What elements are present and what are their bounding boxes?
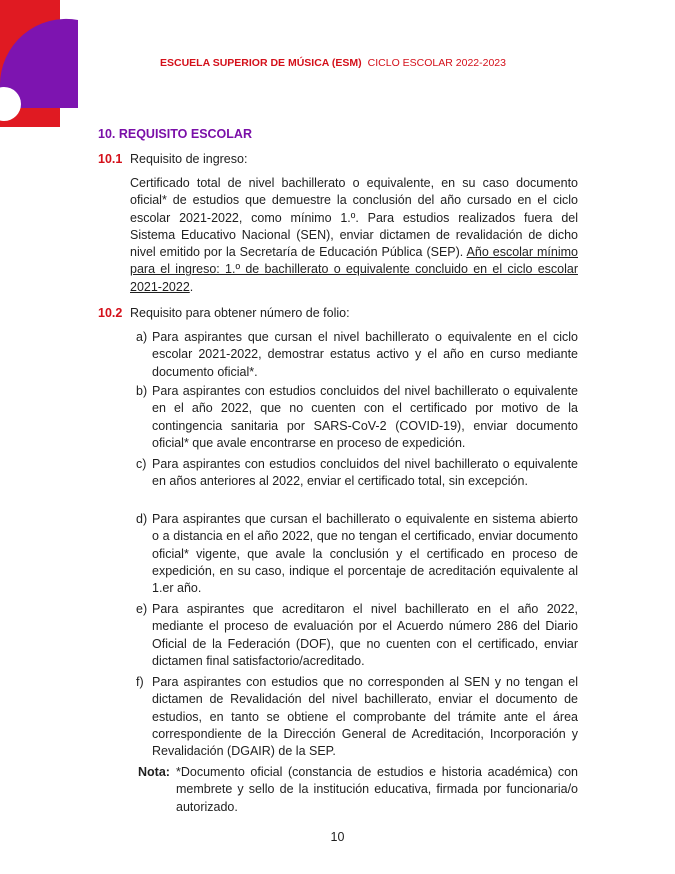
list-marker: a): [136, 330, 148, 344]
section-title: 10. REQUISITO ESCOLAR: [98, 127, 252, 141]
list-text: Para aspirantes que acreditaron el nivel bachillerato en el año 2022, mediante el proceso de evaluación por el Acuerdo número 286 del Diario Oficial de la Federación (DOF), que no cuenten con el certificado, enviar dictamen final satisfactorio/acreditado.: [152, 602, 578, 668]
list-marker: b): [136, 384, 148, 398]
list-text: Para aspirantes que cursan el bachillerato o equivalente en sistema abierto o a distancia en el año 2022, que no tengan el certificado, enviar documento oficial* vigente, que avale la conclusión y el certificado en proceso de expedición, en su caso, indique el porcentaje de acreditación equivalente al 1.er año.: [152, 512, 578, 596]
note-label: Nota:: [138, 765, 170, 779]
page-number: 10: [330, 830, 345, 844]
list-item-e: [136, 601, 578, 670]
requirement-number: 10.2: [98, 306, 123, 320]
page-header: [160, 57, 506, 69]
list-marker: e): [136, 602, 148, 616]
list-item-c: [136, 456, 578, 491]
list-marker: c): [136, 457, 147, 471]
requirement-body: Certificado total de nivel bachillerato o equivalente, en su caso documento oficial* de estudios que demuestre la conclusión del año cursado en el ciclo escolar 2021-2022, como mínimo 1.º. Para estudios realizados fuera del Sistema Educativo Nacional (SEN), enviar dictamen de revalidación de dicho nivel emitido por la Secretaría de Educación Pública (SEP).: [130, 176, 578, 260]
list-item-f: [136, 674, 578, 760]
header-cycle: CICLO ESCOLAR 2022-2023: [367, 57, 506, 69]
requirement-label: Requisito de ingreso:: [130, 152, 248, 166]
requirement-end: .: [189, 279, 194, 294]
list-text: Para aspirantes con estudios concluidos del nivel bachillerato o equivalente en años anteriores al 2022, enviar el certificado total, sin excepción.: [152, 457, 578, 489]
list-marker: f): [136, 675, 144, 689]
list-text: Para aspirantes con estudios concluidos del nivel bachillerato o equivalente en el año 2022, que no cuenten con el certificado por motivo de la contingencia sanitaria por SARS-CoV-2 (COVID-19), enviar documento oficial* que avale encontrarse en proceso de expedición.: [152, 384, 578, 450]
requirement-underlined: Año escolar mínimo para el ingreso: 1.º de bachillerato o equivalente concluido en el ciclo escolar 2021-2022: [130, 245, 578, 294]
list-text: Para aspirantes con estudios que no corresponden al SEN y no tengan el dictamen de Revalidación del nivel bachillerato, enviar el documento de estudios, en tanto se obtiene el comprobante del trámite ante el área correspondiente de la Dirección General de Acreditación, Incorporación y Revalidación (DGAIR) de la SEP.: [152, 675, 578, 759]
note-text: *Documento oficial (constancia de estudios e historia académica) con membrete y sello de la institución educativa, firmada por funcionaria/o autorizado.: [176, 765, 578, 814]
requirement-number: 10.1: [98, 152, 123, 166]
requirement-10-1-text: [130, 175, 578, 296]
list-item-a: [136, 329, 578, 381]
list-marker: d): [136, 512, 148, 526]
corner-decoration: [0, 0, 90, 130]
list-text: Para aspirantes que cursan el nivel bachillerato o equivalente en el ciclo escolar 2021-2022, demostrar estatus activo y el año en curso mediante documento oficial*.: [152, 330, 578, 379]
list-item-b: [136, 383, 578, 452]
note: [138, 764, 578, 816]
header-school: ESCUELA SUPERIOR DE MÚSICA (ESM): [160, 57, 362, 69]
list-item-d: [136, 511, 578, 597]
requirement-label: Requisito para obtener número de folio:: [130, 306, 350, 320]
